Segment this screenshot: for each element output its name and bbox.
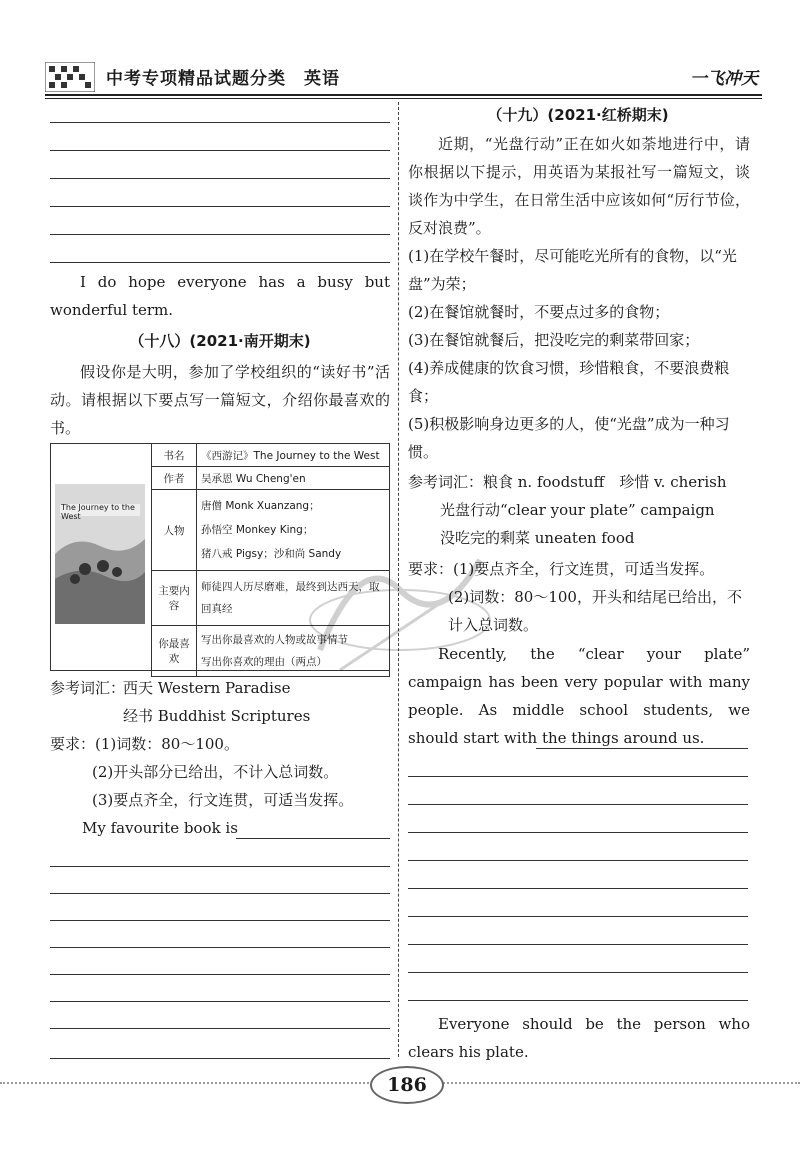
section18-title: （十八）(2021·南开期末) <box>129 332 311 350</box>
writing-line[interactable] <box>408 944 748 945</box>
writing-line[interactable] <box>408 888 748 889</box>
header-title: 中考专项精品试题分类 英语 <box>106 69 340 89</box>
writing-line[interactable] <box>408 860 748 861</box>
writing-line <box>50 206 390 207</box>
vocab-line: 参考词汇：粮食 n. foodstuff 珍惜 v. cherish <box>408 473 727 491</box>
writing-line[interactable] <box>408 832 748 833</box>
closing-paragraph: Everyone should be the person who clears his plate. <box>408 1015 750 1061</box>
point-item: (5)积极影响身边更多的人，使“光盘”成为一种习惯。 <box>408 415 730 461</box>
section18-prompt: 假设你是大明，参加了学校组织的“读好书”活动。请根据以下要点写一篇短文，介绍你最喜欢的书。 <box>50 363 390 437</box>
section19-prompt: 近期，“光盘行动”正在如火如荼地进行中，请你根据以下提示，用英语为某报社写一篇短文，谈谈作为中学生，在日常生活中应该如何“厉行节俭，反对浪费”。 <box>408 135 750 237</box>
writing-line[interactable] <box>50 974 390 975</box>
point-item: (3)在餐馆就餐后，把没吃完的剩菜带回家； <box>408 331 700 349</box>
page-number: 186 <box>370 1066 444 1104</box>
watermark-logo <box>300 530 500 694</box>
header-rule <box>45 94 762 96</box>
table-key: 作者 <box>152 467 197 490</box>
requirement: (2)开头部分已给出，不计入总词数。 <box>92 763 339 781</box>
table-key: 书名 <box>152 444 197 467</box>
writing-line[interactable] <box>408 916 748 917</box>
book-cover-image <box>55 484 145 624</box>
vocab-label: 参考词汇： <box>50 679 126 697</box>
writing-line <box>50 234 390 235</box>
table-row <box>152 444 390 467</box>
vocab-line: 经书 Buddhist Scriptures <box>123 707 311 725</box>
writing-line[interactable] <box>50 947 390 948</box>
section19-title: （十九）(2021·红桥期末) <box>487 106 669 124</box>
table-value: 猪八戒 Pigsy；沙和尚 Sandy <box>201 548 342 560</box>
header-rule-thin <box>45 98 762 99</box>
table-value: 写出你喜欢的理由（两点） <box>201 656 327 668</box>
point-item: (4)养成健康的饮食习惯，珍惜粮食，不要浪费粮食； <box>408 359 730 405</box>
requirement: (1)词数：80～100。 <box>95 735 239 753</box>
table-key: 你最喜欢 <box>152 626 197 677</box>
writing-line[interactable] <box>50 1028 390 1029</box>
writing-line[interactable] <box>408 776 748 777</box>
table-row <box>152 467 390 490</box>
requirement: (2)词数：80～100，开头和结尾已给出，不计入总词数。 <box>448 588 742 634</box>
writing-line[interactable] <box>408 1000 748 1001</box>
answer-blank[interactable] <box>536 748 748 749</box>
vocab-line: 没吃完的剩菜 uneaten food <box>440 529 635 547</box>
writing-line[interactable] <box>408 804 748 805</box>
writing-line[interactable] <box>50 920 390 921</box>
writing-line[interactable] <box>50 1058 390 1059</box>
writing-line <box>50 150 390 151</box>
writing-line <box>50 262 390 263</box>
book-cover-title: The Journey to the West <box>61 503 135 521</box>
vocab-line: 光盘行动“clear your plate” campaign <box>440 501 715 519</box>
table-value: 唐僧 Monk Xuanzang； <box>201 500 320 512</box>
point-item: (2)在餐馆就餐时，不要点过多的食物； <box>408 303 670 321</box>
requirement: (3)要点齐全，行文连贯，可适当发挥。 <box>92 791 354 809</box>
writing-line[interactable] <box>50 893 390 894</box>
header-brand: 一飞冲天 <box>690 69 758 89</box>
vocab-line: 西天 Western Paradise <box>123 679 291 697</box>
writing-line <box>50 122 390 123</box>
table-key: 主要内容 <box>152 571 197 626</box>
requirement: 要求：(1)要点齐全，行文连贯，可适当发挥。 <box>408 560 715 578</box>
writing-line[interactable] <box>50 866 390 867</box>
point-item: (1)在学校午餐时，尽可能吃光所有的食物，以“光盘”为荣； <box>408 247 737 293</box>
writing-line <box>50 178 390 179</box>
table-value: 孙悟空 Monkey King； <box>201 524 314 536</box>
table-key: 人物 <box>152 490 197 571</box>
closing-sentence: I do hope everyone has a busy but wonderful term. <box>50 273 390 319</box>
table-value: 吴承恩 Wu Cheng'en <box>197 467 390 490</box>
writing-line[interactable] <box>408 972 748 973</box>
header-logo <box>45 62 95 92</box>
answer-blank[interactable] <box>236 838 390 839</box>
writing-line[interactable] <box>50 1001 390 1002</box>
starter-sentence: My favourite book is <box>82 819 238 837</box>
table-value: 《西游记》The Journey to the West <box>197 444 390 467</box>
table-value: 师徒四人历尽磨难，最终到达西天，取回真经 <box>197 571 390 626</box>
opening-paragraph: Recently, the “clear your plate” campaign has been very popular with many people. As middle school students, we should start with the things around us. <box>408 645 750 747</box>
table-value: 写出你最喜欢的人物或故事情节 <box>201 634 348 646</box>
requirements-label: 要求： <box>50 735 96 753</box>
